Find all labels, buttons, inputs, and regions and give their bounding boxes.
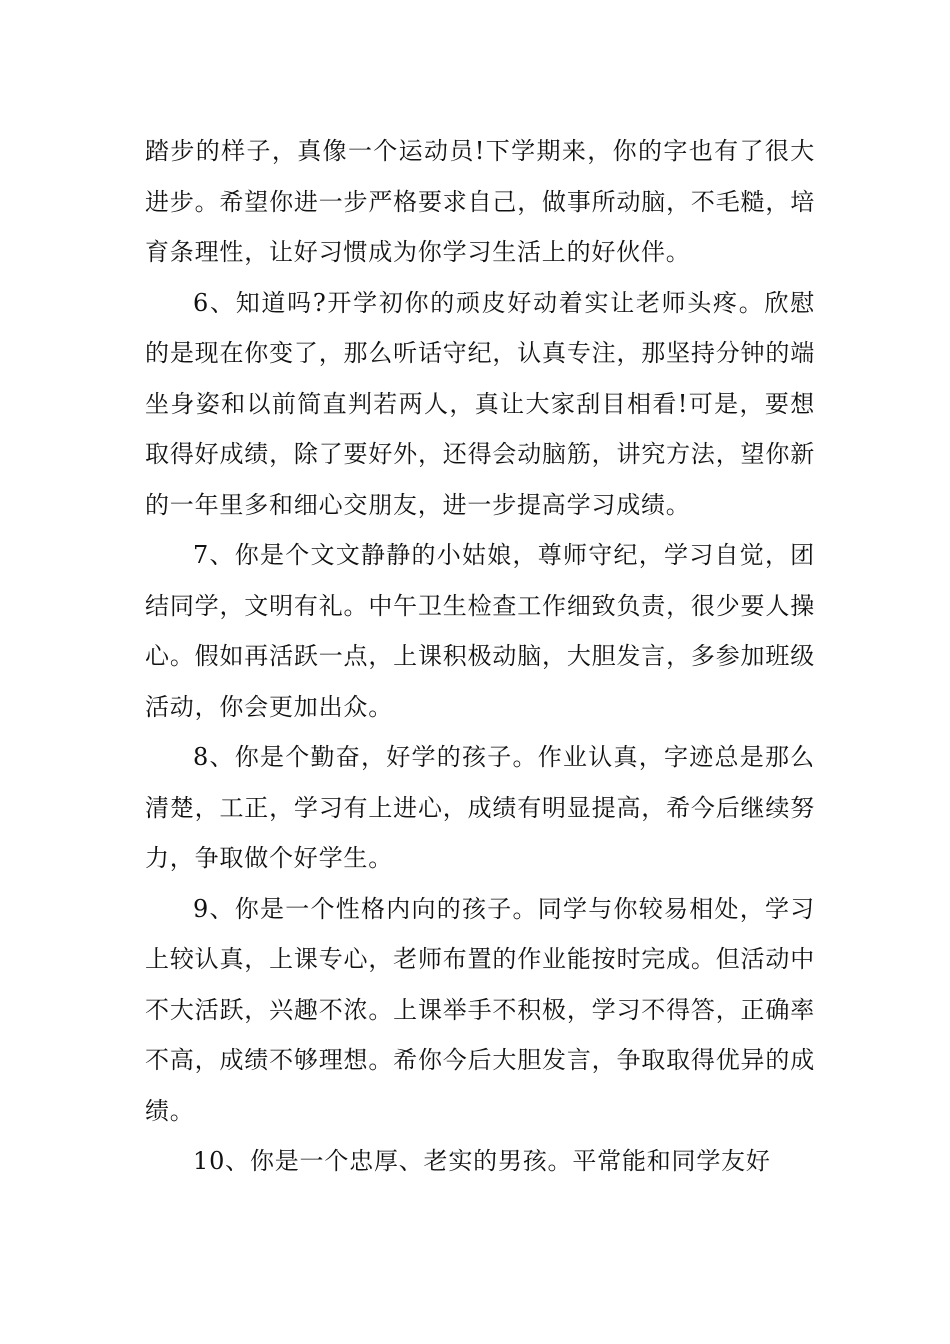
paragraph-5: 9、你是一个性格内向的孩子。同学与你较易相处，学习上较认真，上课专心，老师布置的作业能按时完成。但活动中不大活跃，兴趣不浓。上课举手不积极，学习不得答，正确率不高，成绩不够理想。希你今后大胆发言，争取取得优异的成绩。: [145, 894, 815, 1125]
paragraph-3: 7、你是个文文静静的小姑娘，尊师守纪，学习自觉，团结同学，文明有礼。中午卫生检查工作细致负责，很少要人操心。假如再活跃一点，上课积极动脑，大胆发言，多参加班级活动，你会更加出众。: [145, 541, 815, 721]
paragraph-1: 踏步的样子，真像一个运动员!下学期来，你的字也有了很大进步。希望你进一步严格要求自己，做事所动脑，不毛糙，培育条理性，让好习惯成为你学习生活上的好伙伴。: [145, 137, 815, 266]
paragraph-2: 6、知道吗?开学初你的顽皮好动着实让老师头疼。欣慰的是现在你变了，那么听话守纪，认真专注，那坚持分钟的端坐身姿和以前简直判若两人，真让大家刮目相看!可是，要想取得好成绩，除了要好外，还得会动脑筋，讲究方法，望你新的一年里多和细心交朋友，进一步提高学习成绩。: [145, 288, 815, 519]
paragraph-4: 8、你是个勤奋，好学的孩子。作业认真，字迹总是那么清楚，工正，学习有上进心，成绩有明显提高，希今后继续努力，争取做个好学生。: [145, 743, 815, 872]
paragraph-6: 10、你是一个忠厚、老实的男孩。平常能和同学友好: [193, 1147, 771, 1175]
document-page: [145, 126, 815, 1187]
